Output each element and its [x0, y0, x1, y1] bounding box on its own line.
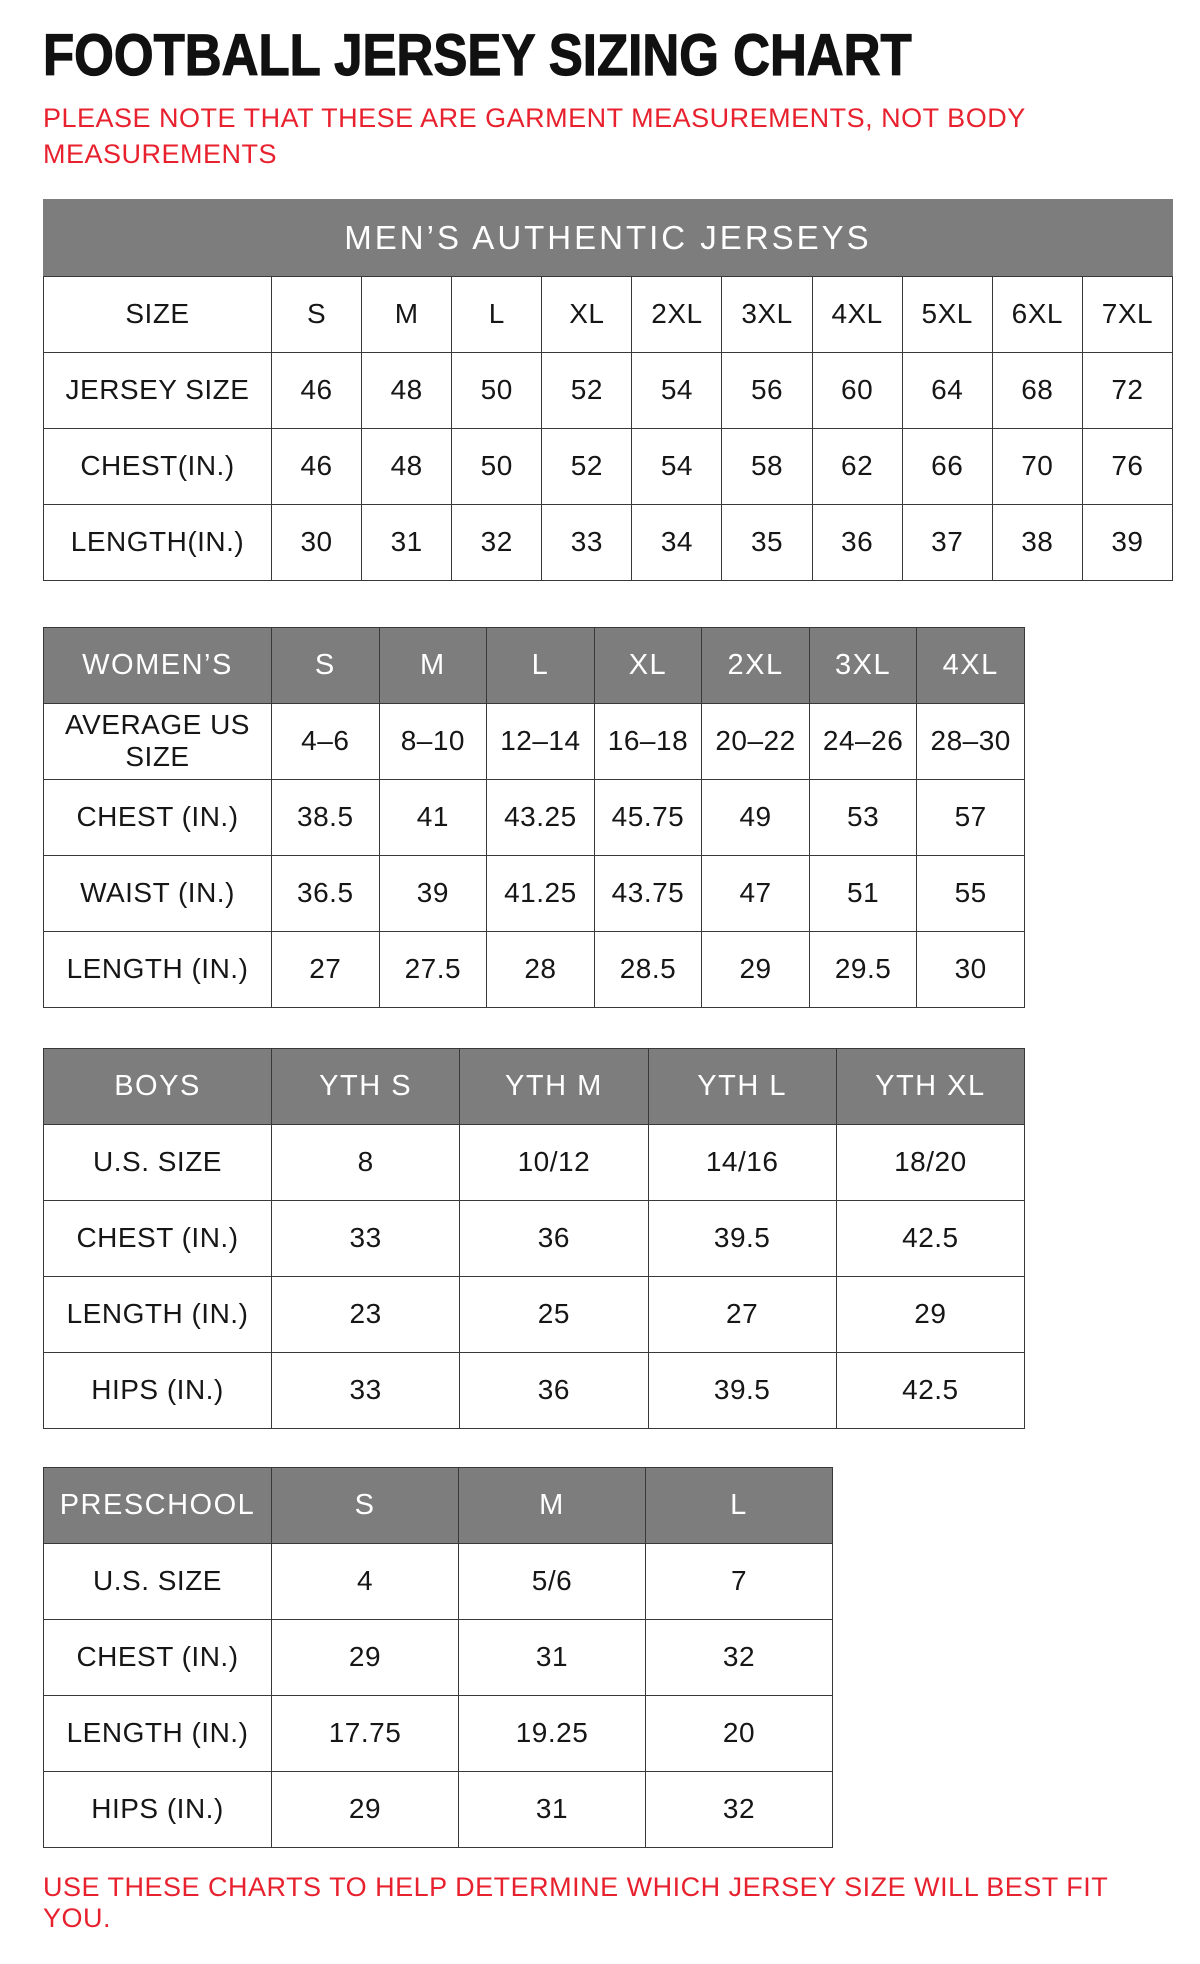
- mens-cell: 32: [452, 504, 542, 580]
- womens-cell: 38.5: [272, 779, 380, 855]
- mens-cell: 50: [452, 428, 542, 504]
- womens-cell: 24–26: [809, 703, 917, 779]
- preschool-cell: 32: [646, 1771, 833, 1847]
- mens-row: [44, 276, 1173, 352]
- boys-size-table: [43, 1048, 1025, 1429]
- preschool-table-block: [43, 1467, 833, 1848]
- womens-cell: 57: [917, 779, 1025, 855]
- womens-cell: 12–14: [487, 703, 595, 779]
- mens-row-label: SIZE: [44, 276, 272, 352]
- womens-cell: 4–6: [272, 703, 380, 779]
- preschool-row-label: HIPS (IN.): [44, 1771, 272, 1847]
- boys-header-size: YTH L: [648, 1048, 836, 1124]
- womens-cell: 28.5: [594, 931, 702, 1007]
- preschool-cell: 17.75: [272, 1695, 459, 1771]
- womens-header-size: M: [379, 627, 487, 703]
- boys-row: [44, 1124, 1025, 1200]
- preschool-row: [44, 1619, 833, 1695]
- preschool-header-size: M: [459, 1467, 646, 1543]
- preschool-row: [44, 1543, 833, 1619]
- mens-cell: 7XL: [1082, 276, 1172, 352]
- womens-cell: 30: [917, 931, 1025, 1007]
- footer-note: USE THESE CHARTS TO HELP DETERMINE WHICH JERSEY SIZE WILL BEST FIT YOU.: [43, 1871, 1108, 1933]
- mens-cell: 50: [452, 352, 542, 428]
- mens-row: [44, 352, 1173, 428]
- mens-cell: 6XL: [992, 276, 1082, 352]
- preschool-header-size: L: [646, 1467, 833, 1543]
- womens-header-size: 3XL: [809, 627, 917, 703]
- womens-cell: 43.75: [594, 855, 702, 931]
- boys-row: [44, 1200, 1025, 1276]
- boys-cell: 23: [272, 1276, 460, 1352]
- womens-row-label: CHEST (IN.): [44, 779, 272, 855]
- womens-cell: 51: [809, 855, 917, 931]
- preschool-cell: 31: [459, 1619, 646, 1695]
- boys-header-size: YTH M: [460, 1048, 648, 1124]
- mens-row-label: CHEST(IN.): [44, 428, 272, 504]
- preschool-cell: 19.25: [459, 1695, 646, 1771]
- mens-cell: 70: [992, 428, 1082, 504]
- mens-cell: 52: [542, 428, 632, 504]
- boys-cell: 8: [272, 1124, 460, 1200]
- boys-header-label: BOYS: [44, 1048, 272, 1124]
- boys-cell: 36: [460, 1352, 648, 1428]
- mens-cell: 66: [902, 428, 992, 504]
- mens-cell: 48: [362, 428, 452, 504]
- boys-table-block: [43, 1048, 1025, 1429]
- mens-banner: MEN’S AUTHENTIC JERSEYS: [43, 199, 1173, 276]
- mens-cell: 76: [1082, 428, 1172, 504]
- mens-cell: 62: [812, 428, 902, 504]
- mens-cell: 56: [722, 352, 812, 428]
- mens-row-label: JERSEY SIZE: [44, 352, 272, 428]
- mens-cell: L: [452, 276, 542, 352]
- preschool-cell: 20: [646, 1695, 833, 1771]
- mens-cell: 2XL: [632, 276, 722, 352]
- mens-cell: 4XL: [812, 276, 902, 352]
- boys-row-label: HIPS (IN.): [44, 1352, 272, 1428]
- womens-cell: 49: [702, 779, 810, 855]
- womens-cell: 39: [379, 855, 487, 931]
- mens-cell: M: [362, 276, 452, 352]
- mens-cell: 46: [272, 352, 362, 428]
- boys-cell: 14/16: [648, 1124, 836, 1200]
- womens-cell: 27: [272, 931, 380, 1007]
- womens-header-size: 4XL: [917, 627, 1025, 703]
- womens-cell: 53: [809, 779, 917, 855]
- womens-row-label: AVERAGE US SIZE: [44, 703, 272, 779]
- womens-cell: 20–22: [702, 703, 810, 779]
- womens-size-table: [43, 627, 1025, 1008]
- mens-cell: 54: [632, 428, 722, 504]
- womens-header-label: WOMEN’S: [44, 627, 272, 703]
- womens-row: [44, 931, 1025, 1007]
- boys-cell: 25: [460, 1276, 648, 1352]
- mens-authentic-jerseys-table-block: [43, 199, 1173, 581]
- mens-cell: 3XL: [722, 276, 812, 352]
- mens-cell: 72: [1082, 352, 1172, 428]
- mens-row: [44, 504, 1173, 580]
- womens-cell: 29.5: [809, 931, 917, 1007]
- boys-row-label: LENGTH (IN.): [44, 1276, 272, 1352]
- preschool-cell: 32: [646, 1619, 833, 1695]
- womens-row-label: LENGTH (IN.): [44, 931, 272, 1007]
- mens-cell: 52: [542, 352, 632, 428]
- womens-table-block: [43, 627, 1025, 1008]
- womens-cell: 27.5: [379, 931, 487, 1007]
- boys-row: [44, 1276, 1025, 1352]
- mens-cell: 68: [992, 352, 1082, 428]
- womens-header-size: XL: [594, 627, 702, 703]
- mens-cell: 60: [812, 352, 902, 428]
- womens-cell: 36.5: [272, 855, 380, 931]
- boys-header-size: YTH S: [272, 1048, 460, 1124]
- boys-cell: 42.5: [836, 1352, 1024, 1428]
- preschool-header-row: [44, 1467, 833, 1543]
- mens-cell: 34: [632, 504, 722, 580]
- boys-row: [44, 1352, 1025, 1428]
- mens-cell: S: [272, 276, 362, 352]
- mens-cell: 31: [362, 504, 452, 580]
- boys-cell: 27: [648, 1276, 836, 1352]
- womens-cell: 8–10: [379, 703, 487, 779]
- mens-cell: 33: [542, 504, 632, 580]
- womens-row: [44, 855, 1025, 931]
- womens-cell: 28–30: [917, 703, 1025, 779]
- womens-header-size: S: [272, 627, 380, 703]
- womens-cell: 41: [379, 779, 487, 855]
- boys-header-row: [44, 1048, 1025, 1124]
- boys-cell: 33: [272, 1352, 460, 1428]
- womens-cell: 41.25: [487, 855, 595, 931]
- preschool-cell: 29: [272, 1619, 459, 1695]
- preschool-header-label: PRESCHOOL: [44, 1467, 272, 1543]
- mens-cell: 46: [272, 428, 362, 504]
- mens-cell: 37: [902, 504, 992, 580]
- boys-cell: 36: [460, 1200, 648, 1276]
- preschool-cell: 5/6: [459, 1543, 646, 1619]
- garment-measurement-note: PLEASE NOTE THAT THESE ARE GARMENT MEASUREMENTS, NOT BODY MEASUREMENTS: [43, 103, 1026, 170]
- mens-cell: 54: [632, 352, 722, 428]
- boys-cell: 33: [272, 1200, 460, 1276]
- boys-cell: 18/20: [836, 1124, 1024, 1200]
- womens-row: [44, 703, 1025, 779]
- womens-header-row: [44, 627, 1025, 703]
- womens-cell: 43.25: [487, 779, 595, 855]
- womens-cell: 55: [917, 855, 1025, 931]
- boys-cell: 29: [836, 1276, 1024, 1352]
- preschool-cell: 4: [272, 1543, 459, 1619]
- mens-cell: 36: [812, 504, 902, 580]
- boys-row-label: U.S. SIZE: [44, 1124, 272, 1200]
- womens-header-size: 2XL: [702, 627, 810, 703]
- preschool-row-label: U.S. SIZE: [44, 1543, 272, 1619]
- mens-cell: 38: [992, 504, 1082, 580]
- preschool-row-label: LENGTH (IN.): [44, 1695, 272, 1771]
- mens-cell: 35: [722, 504, 812, 580]
- preschool-cell: 31: [459, 1771, 646, 1847]
- mens-cell: 5XL: [902, 276, 992, 352]
- boys-header-size: YTH XL: [836, 1048, 1024, 1124]
- boys-cell: 39.5: [648, 1200, 836, 1276]
- mens-cell: 58: [722, 428, 812, 504]
- mens-cell: 48: [362, 352, 452, 428]
- preschool-header-size: S: [272, 1467, 459, 1543]
- womens-header-size: L: [487, 627, 595, 703]
- preschool-row: [44, 1695, 833, 1771]
- womens-row: [44, 779, 1025, 855]
- preschool-cell: 7: [646, 1543, 833, 1619]
- womens-cell: 29: [702, 931, 810, 1007]
- preschool-row: [44, 1771, 833, 1847]
- womens-cell: 28: [487, 931, 595, 1007]
- mens-row: [44, 428, 1173, 504]
- boys-cell: 42.5: [836, 1200, 1024, 1276]
- womens-cell: 16–18: [594, 703, 702, 779]
- mens-cell: XL: [542, 276, 632, 352]
- womens-row-label: WAIST (IN.): [44, 855, 272, 931]
- preschool-row-label: CHEST (IN.): [44, 1619, 272, 1695]
- boys-cell: 10/12: [460, 1124, 648, 1200]
- mens-size-table: [43, 276, 1173, 581]
- boys-row-label: CHEST (IN.): [44, 1200, 272, 1276]
- womens-cell: 47: [702, 855, 810, 931]
- boys-cell: 39.5: [648, 1352, 836, 1428]
- preschool-cell: 29: [272, 1771, 459, 1847]
- mens-cell: 30: [272, 504, 362, 580]
- womens-cell: 45.75: [594, 779, 702, 855]
- mens-row-label: LENGTH(IN.): [44, 504, 272, 580]
- preschool-size-table: [43, 1467, 833, 1848]
- mens-cell: 39: [1082, 504, 1172, 580]
- mens-cell: 64: [902, 352, 992, 428]
- page-title: FOOTBALL JERSEY SIZING CHART: [43, 23, 912, 88]
